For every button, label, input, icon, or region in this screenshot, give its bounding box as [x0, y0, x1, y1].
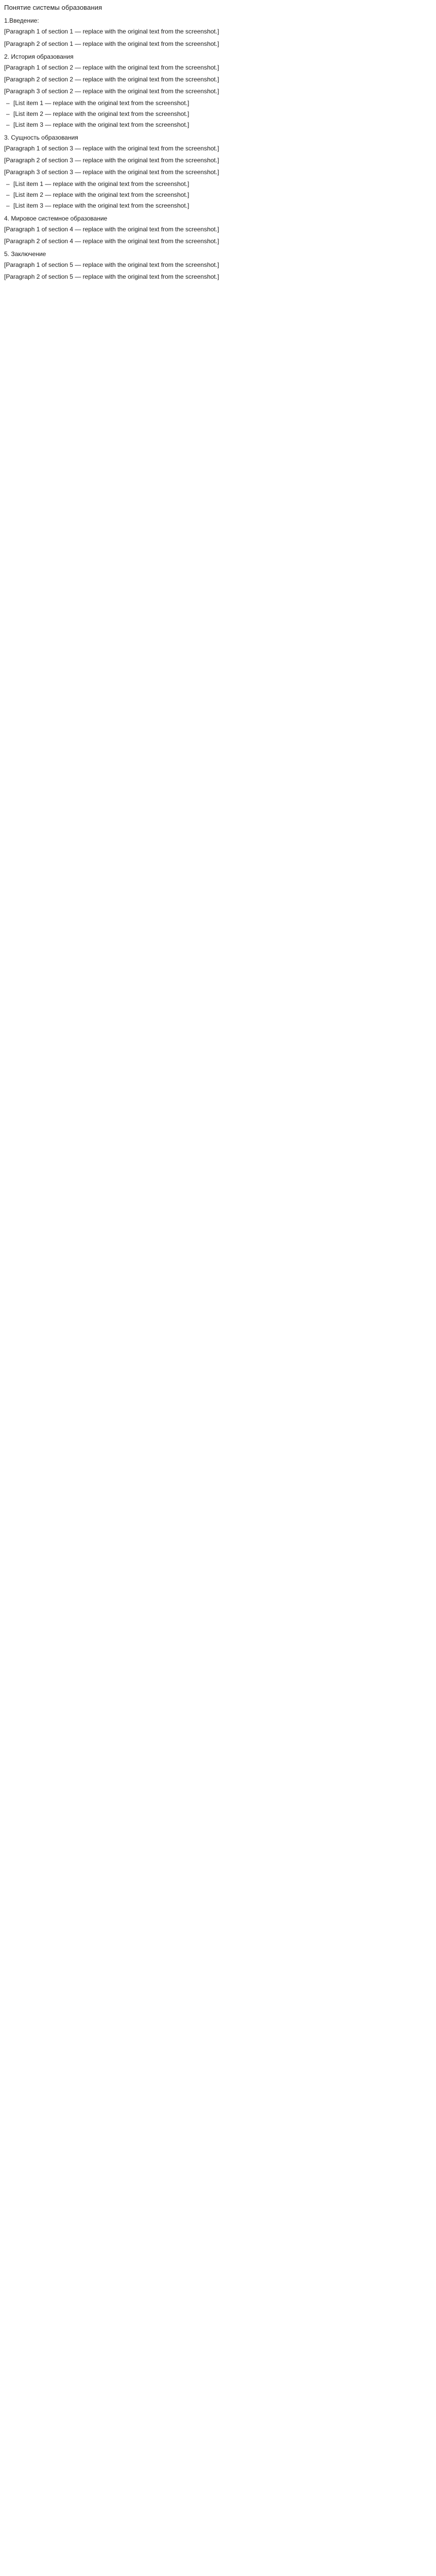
document-section — [4, 133, 432, 210]
paragraph: [Paragraph 1 of section 2 — replace with the original text from the screenshot.] — [4, 63, 219, 71]
paragraph: [Paragraph 2 of section 2 — replace with the original text from the screenshot.] — [4, 75, 219, 83]
list-item: – [List item 2 — replace with the original text from the screenshot.] — [13, 191, 432, 199]
list-item: – [List item 2 — replace with the original text from the screenshot.] — [13, 110, 432, 118]
paragraph: [Paragraph 1 of section 4 — replace with the original text from the screenshot.] — [4, 226, 219, 233]
paragraph: [Paragraph 3 of section 2 — replace with the original text from the screenshot.] — [4, 87, 219, 95]
paragraph: [Paragraph 3 of section 3 — replace with the original text from the screenshot.] — [4, 168, 219, 176]
document-section — [4, 214, 432, 246]
paragraph: [Paragraph 2 of section 5 — replace with the original text from the screenshot.] — [4, 273, 219, 281]
list-item: – [List item 1 — replace with the original text from the screenshot.] — [13, 99, 432, 108]
list-item: – [List item 3 — replace with the original text from the screenshot.] — [13, 201, 432, 210]
paragraph: [Paragraph 1 of section 1 — replace with the original text from the screenshot.] — [4, 28, 219, 36]
list-item: – [List item 3 — replace with the original text from the screenshot.] — [13, 121, 432, 129]
bullet-list — [4, 180, 432, 210]
document-body — [4, 16, 432, 281]
section-heading: 3. Сущность образования — [4, 133, 78, 141]
document-section — [4, 53, 432, 129]
section-heading: 1.Введение: — [4, 17, 39, 25]
paragraph: [Paragraph 2 of section 3 — replace with the original text from the screenshot.] — [4, 156, 219, 164]
bullet-list — [4, 99, 432, 129]
document-section — [4, 250, 432, 281]
paragraph: [Paragraph 2 of section 1 — replace with the original text from the screenshot.] — [4, 40, 219, 47]
document-title: Понятие системы образования — [4, 4, 102, 11]
paragraph: [Paragraph 1 of section 3 — replace with the original text from the screenshot.] — [4, 144, 219, 152]
section-heading: 2. История образования — [4, 53, 74, 60]
paragraph: [Paragraph 2 of section 4 — replace with the original text from the screenshot.] — [4, 238, 219, 245]
document-page — [0, 0, 436, 297]
document-section — [4, 16, 432, 48]
list-item: – [List item 1 — replace with the original text from the screenshot.] — [13, 180, 432, 189]
paragraph: [Paragraph 1 of section 5 — replace with the original text from the screenshot.] — [4, 261, 219, 269]
section-heading: 4. Мировое системное образование — [4, 214, 108, 222]
section-heading: 5. Заключение — [4, 250, 46, 258]
